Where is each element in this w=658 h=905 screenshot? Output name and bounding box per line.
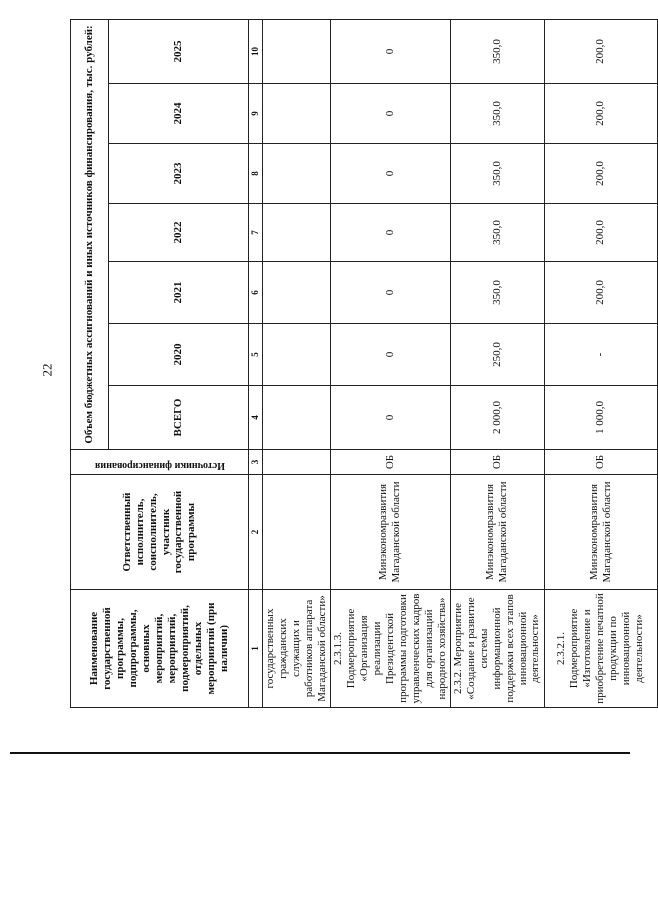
row-value: 200,0 (544, 19, 657, 83)
financing-table (70, 19, 658, 708)
column-number: 5 (249, 324, 263, 386)
header-year: 2025 (109, 19, 249, 83)
row-value (263, 144, 331, 204)
column-number: 7 (249, 204, 263, 262)
row-value: 1 000,0 (544, 386, 657, 450)
row-name: государственных гражданских служащих и работников аппарата Магаданской области» (263, 590, 331, 708)
table-row (263, 19, 331, 707)
row-value: - (544, 324, 657, 386)
header-row-1 (71, 19, 109, 707)
row-value: 350,0 (450, 19, 544, 83)
header-year: ВСЕГО (109, 386, 249, 450)
row-value: 200,0 (544, 84, 657, 144)
row-value: 0 (330, 386, 450, 450)
row-value: 0 (330, 262, 450, 324)
column-number: 4 (249, 386, 263, 450)
row-value (263, 262, 331, 324)
header-source (71, 450, 249, 475)
row-responsible: Минэкономразвития Магаданской области (330, 475, 450, 590)
row-source: ОБ (450, 450, 544, 475)
table-row (450, 19, 544, 707)
row-value: 200,0 (544, 204, 657, 262)
row-source: ОБ (544, 450, 657, 475)
header-year: 2023 (109, 144, 249, 204)
row-value: 0 (330, 84, 450, 144)
row-value: 350,0 (450, 204, 544, 262)
row-value (263, 84, 331, 144)
bottom-divider (10, 752, 630, 754)
column-number: 2 (249, 475, 263, 590)
row-value: 350,0 (450, 262, 544, 324)
column-number: 10 (249, 19, 263, 83)
page-number: 22 (39, 363, 55, 377)
header-volume: Объем бюджетных ассигнований и иных источников финансирования, тыс. рублей: (71, 19, 109, 449)
header-year: 2021 (109, 262, 249, 324)
row-name: 2.3.2. Мероприятие «Создание и развитие системы информационной поддержки всех этапов инновационной деятельности» (450, 590, 544, 708)
column-number-row (249, 19, 263, 707)
row-value (263, 386, 331, 450)
column-number: 8 (249, 144, 263, 204)
row-value: 350,0 (450, 144, 544, 204)
rotated-table-area (70, 20, 645, 708)
row-source (263, 450, 331, 475)
column-number: 9 (249, 84, 263, 144)
header-year: 2020 (109, 324, 249, 386)
column-number: 3 (249, 450, 263, 475)
row-name: 2.3.1.3. Подмероприятие «Организация реализации Президентской программы подготовки управленческих кадров для организаций народного хозяйства» (330, 590, 450, 708)
table-row (330, 19, 450, 707)
row-value: 200,0 (544, 262, 657, 324)
row-value: 0 (330, 19, 450, 83)
row-value: 250,0 (450, 324, 544, 386)
row-responsible: Минэкономразвития Магаданской области (544, 475, 657, 590)
header-year: 2022 (109, 204, 249, 262)
row-responsible (263, 475, 331, 590)
row-value: 0 (330, 144, 450, 204)
row-responsible: Минэкономразвития Магаданской области (450, 475, 544, 590)
row-name: 2.3.2.1. Подмероприятие «Изготовление и приобретение печатной продукции по инновационной деятельности» (544, 590, 657, 708)
row-value (263, 324, 331, 386)
header-source-text: Источники финансирования (94, 460, 225, 471)
column-number: 6 (249, 262, 263, 324)
row-value: 350,0 (450, 84, 544, 144)
row-value: 2 000,0 (450, 386, 544, 450)
column-number: 1 (249, 590, 263, 708)
row-value: 200,0 (544, 144, 657, 204)
row-value (263, 19, 331, 83)
table-row (544, 19, 657, 707)
row-value: 0 (330, 324, 450, 386)
row-source: ОБ (330, 450, 450, 475)
rotated-table-container (70, 20, 645, 708)
header-name: Наименование государственной программы, подпрограммы, основных мероприятий, мероприятий, подмероприятий, отдельных мероприятий (при наличии) (71, 590, 249, 708)
header-responsible: Ответственный исполнитель, соисполнитель, участник государственной программы (71, 475, 249, 590)
row-value: 0 (330, 204, 450, 262)
row-value (263, 204, 331, 262)
header-year: 2024 (109, 84, 249, 144)
